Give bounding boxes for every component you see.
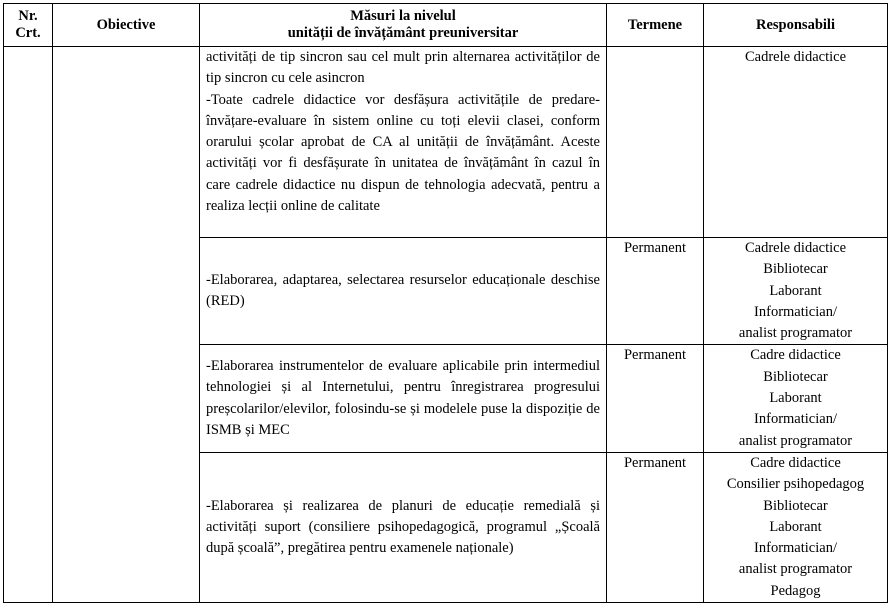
termene-cell: Permanent [607, 345, 704, 452]
responsabil-item: Pedagog [770, 582, 821, 599]
masuri-text [206, 496, 600, 560]
responsabil-item: Bibliotecar [763, 261, 828, 278]
responsabil-item: Bibliotecar [763, 368, 828, 385]
responsabil-item: Cadre didactice [750, 454, 841, 471]
masuri-text [206, 47, 600, 217]
masuri-text [206, 356, 600, 441]
responsabil-item: Consilier psihopedagog [726, 476, 865, 493]
responsabili-cell [704, 345, 888, 452]
termene-cell: Permanent [607, 238, 704, 345]
paragraph: -Toate cadrele didactice vor desfășura activitățile de predare-învățare-evaluare în sistem online cu toți elevii clasei, conform orarului școlar aprobat de CA al unității de învățământ. Aceste activități vor fi desfășurate în unitatea de învățământ în cazul în care cadrele didactice nu dispun de tehnologia adecvată, pentru a realiza lecții online de calitate [206, 91, 600, 215]
paragraph: activități de tip sincron sau cel mult prin alternarea activităților de tip sincron cu cele asincron [206, 49, 600, 87]
header-nr-line: Nr. [18, 8, 38, 24]
header-responsabili: Responsabili [704, 4, 888, 47]
masuri-cell [200, 345, 607, 452]
paragraph: -Elaborarea, adaptarea, selectarea resurselor educaționale deschise (RED) [206, 271, 600, 310]
responsabil-item: Cadrele didactice [744, 49, 847, 65]
header-nr-crt [4, 4, 53, 47]
termene-cell [607, 47, 704, 238]
responsabil-item: Laborant [769, 518, 822, 535]
header-masuri [200, 4, 607, 47]
responsabil-item: Cadre didactice [750, 347, 841, 364]
responsabil-item: Bibliotecar [763, 497, 828, 514]
table-row [4, 47, 888, 238]
responsabil-item: Informatician/ [754, 540, 837, 557]
responsabil-item: Laborant [769, 390, 822, 407]
header-obiective: Obiective [53, 4, 200, 47]
masuri-cell [200, 47, 607, 238]
header-masuri-line1: Măsuri la nivelul [350, 8, 456, 24]
paragraph: -Elaborarea și realizarea de planuri de educație remedială și activități suport (consiliere psihopedagogică, programul „Școală după școală”, pregătirea pentru examenele naționale) [206, 497, 600, 557]
responsabil-item: analist programator [738, 561, 853, 578]
responsabili-cell [704, 238, 888, 345]
header-crt-line: Crt. [15, 25, 41, 41]
masuri-cell [200, 238, 607, 345]
responsabil-item: Informatician/ [754, 303, 837, 320]
table-header-row [4, 4, 888, 47]
masuri-text [206, 270, 600, 313]
responsabil-item: Laborant [769, 282, 822, 299]
responsabil-item: analist programator [738, 432, 853, 449]
responsabil-item: analist programator [738, 325, 853, 342]
nr-crt-cell [4, 47, 53, 603]
masuri-cell [200, 452, 607, 602]
measures-table [3, 3, 888, 603]
responsabili-cell [704, 452, 888, 602]
responsabili-cell [704, 47, 888, 238]
obiective-cell [53, 47, 200, 603]
header-masuri-line2: unității de învățământ preuniversitar [287, 25, 519, 41]
header-termene: Termene [607, 4, 704, 47]
responsabil-item: Informatician/ [754, 411, 837, 428]
responsabil-item: Cadrele didactice [744, 240, 847, 256]
paragraph: -Elaborarea instrumentelor de evaluare aplicabile prin intermediul tehnologiei și al Internetului, pentru înregistrarea progresului preșcolarilor/elevilor, folosindu-se și modelele puse la dispoziție de ISMB și MEC [206, 358, 600, 439]
termene-cell: Permanent [607, 452, 704, 602]
